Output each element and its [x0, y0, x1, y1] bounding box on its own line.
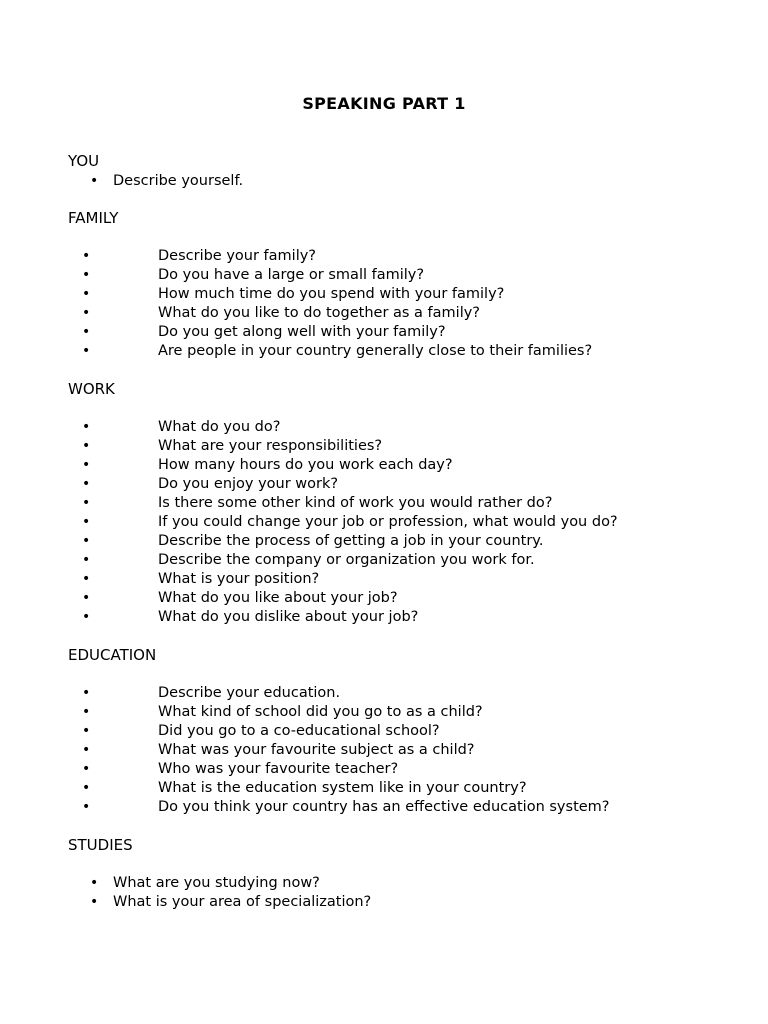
- bullet-icon: •: [82, 799, 91, 815]
- bullet-icon: •: [82, 609, 91, 625]
- bullet-icon: •: [82, 286, 91, 302]
- section-heading-education: EDUCATION: [68, 646, 157, 664]
- bullet-icon: •: [82, 685, 91, 701]
- bullet-icon: •: [82, 457, 91, 473]
- section-heading-you: YOU: [68, 152, 100, 170]
- section-heading-studies: STUDIES: [68, 836, 133, 854]
- section-heading-family: FAMILY: [68, 209, 119, 227]
- bullet-icon: •: [90, 173, 99, 189]
- bullet-icon: •: [82, 438, 91, 454]
- bullet-icon: •: [82, 533, 91, 549]
- bullet-icon: •: [82, 723, 91, 739]
- bullet-icon: •: [82, 419, 91, 435]
- bullet-icon: •: [82, 590, 91, 606]
- bullet-icon: •: [82, 495, 91, 511]
- bullet-icon: •: [82, 305, 91, 321]
- bullet-icon: •: [82, 761, 91, 777]
- bullet-icon: •: [82, 514, 91, 530]
- document-page: SPEAKING PART 1 YOU • Describe yourself. FAMILY • Describe your family? • Do you have a large or small family? • How much time do you spend with your family? • What do you like to do together as a family? • Do you get along well with your family? • Are people in your country generally close to their families? WORK • What do you do? • What are your responsibilities? • How many hours do you work each day? • Do you enjoy your work? • Is there some other kind of work you would rather do? • If you could change your job or profession, what would you do? • Describe the process of getting a job in your country. • Describe the company or organization you work for. • What is your position? • What do you like about your job? • What do you dislike about your job? EDUCATION • Describe your education. • What kind of school did you go to as a child? • Did you go to a co-educational school? • What was your favourite subject as a child? • Who was your favourite teacher? • What is the education system like in your country? • Do you think your country has an effective education system? STUDIES • What are you studying now? • What is your area of specialization?: [0, 0, 768, 1024]
- bullet-icon: •: [90, 894, 99, 910]
- bullet-icon: •: [90, 875, 99, 891]
- bullet-icon: •: [82, 343, 91, 359]
- bullet-icon: •: [82, 704, 91, 720]
- bullet-icon: •: [82, 248, 91, 264]
- bullet-icon: •: [82, 552, 91, 568]
- bullet-icon: •: [82, 324, 91, 340]
- section-heading-work: WORK: [68, 380, 115, 398]
- page-title: SPEAKING PART 1: [302, 94, 466, 113]
- bullet-icon: •: [82, 780, 91, 796]
- bullet-icon: •: [82, 742, 91, 758]
- bullet-icon: •: [82, 267, 91, 283]
- bullet-icon: •: [82, 476, 91, 492]
- bullet-icon: •: [82, 571, 91, 587]
